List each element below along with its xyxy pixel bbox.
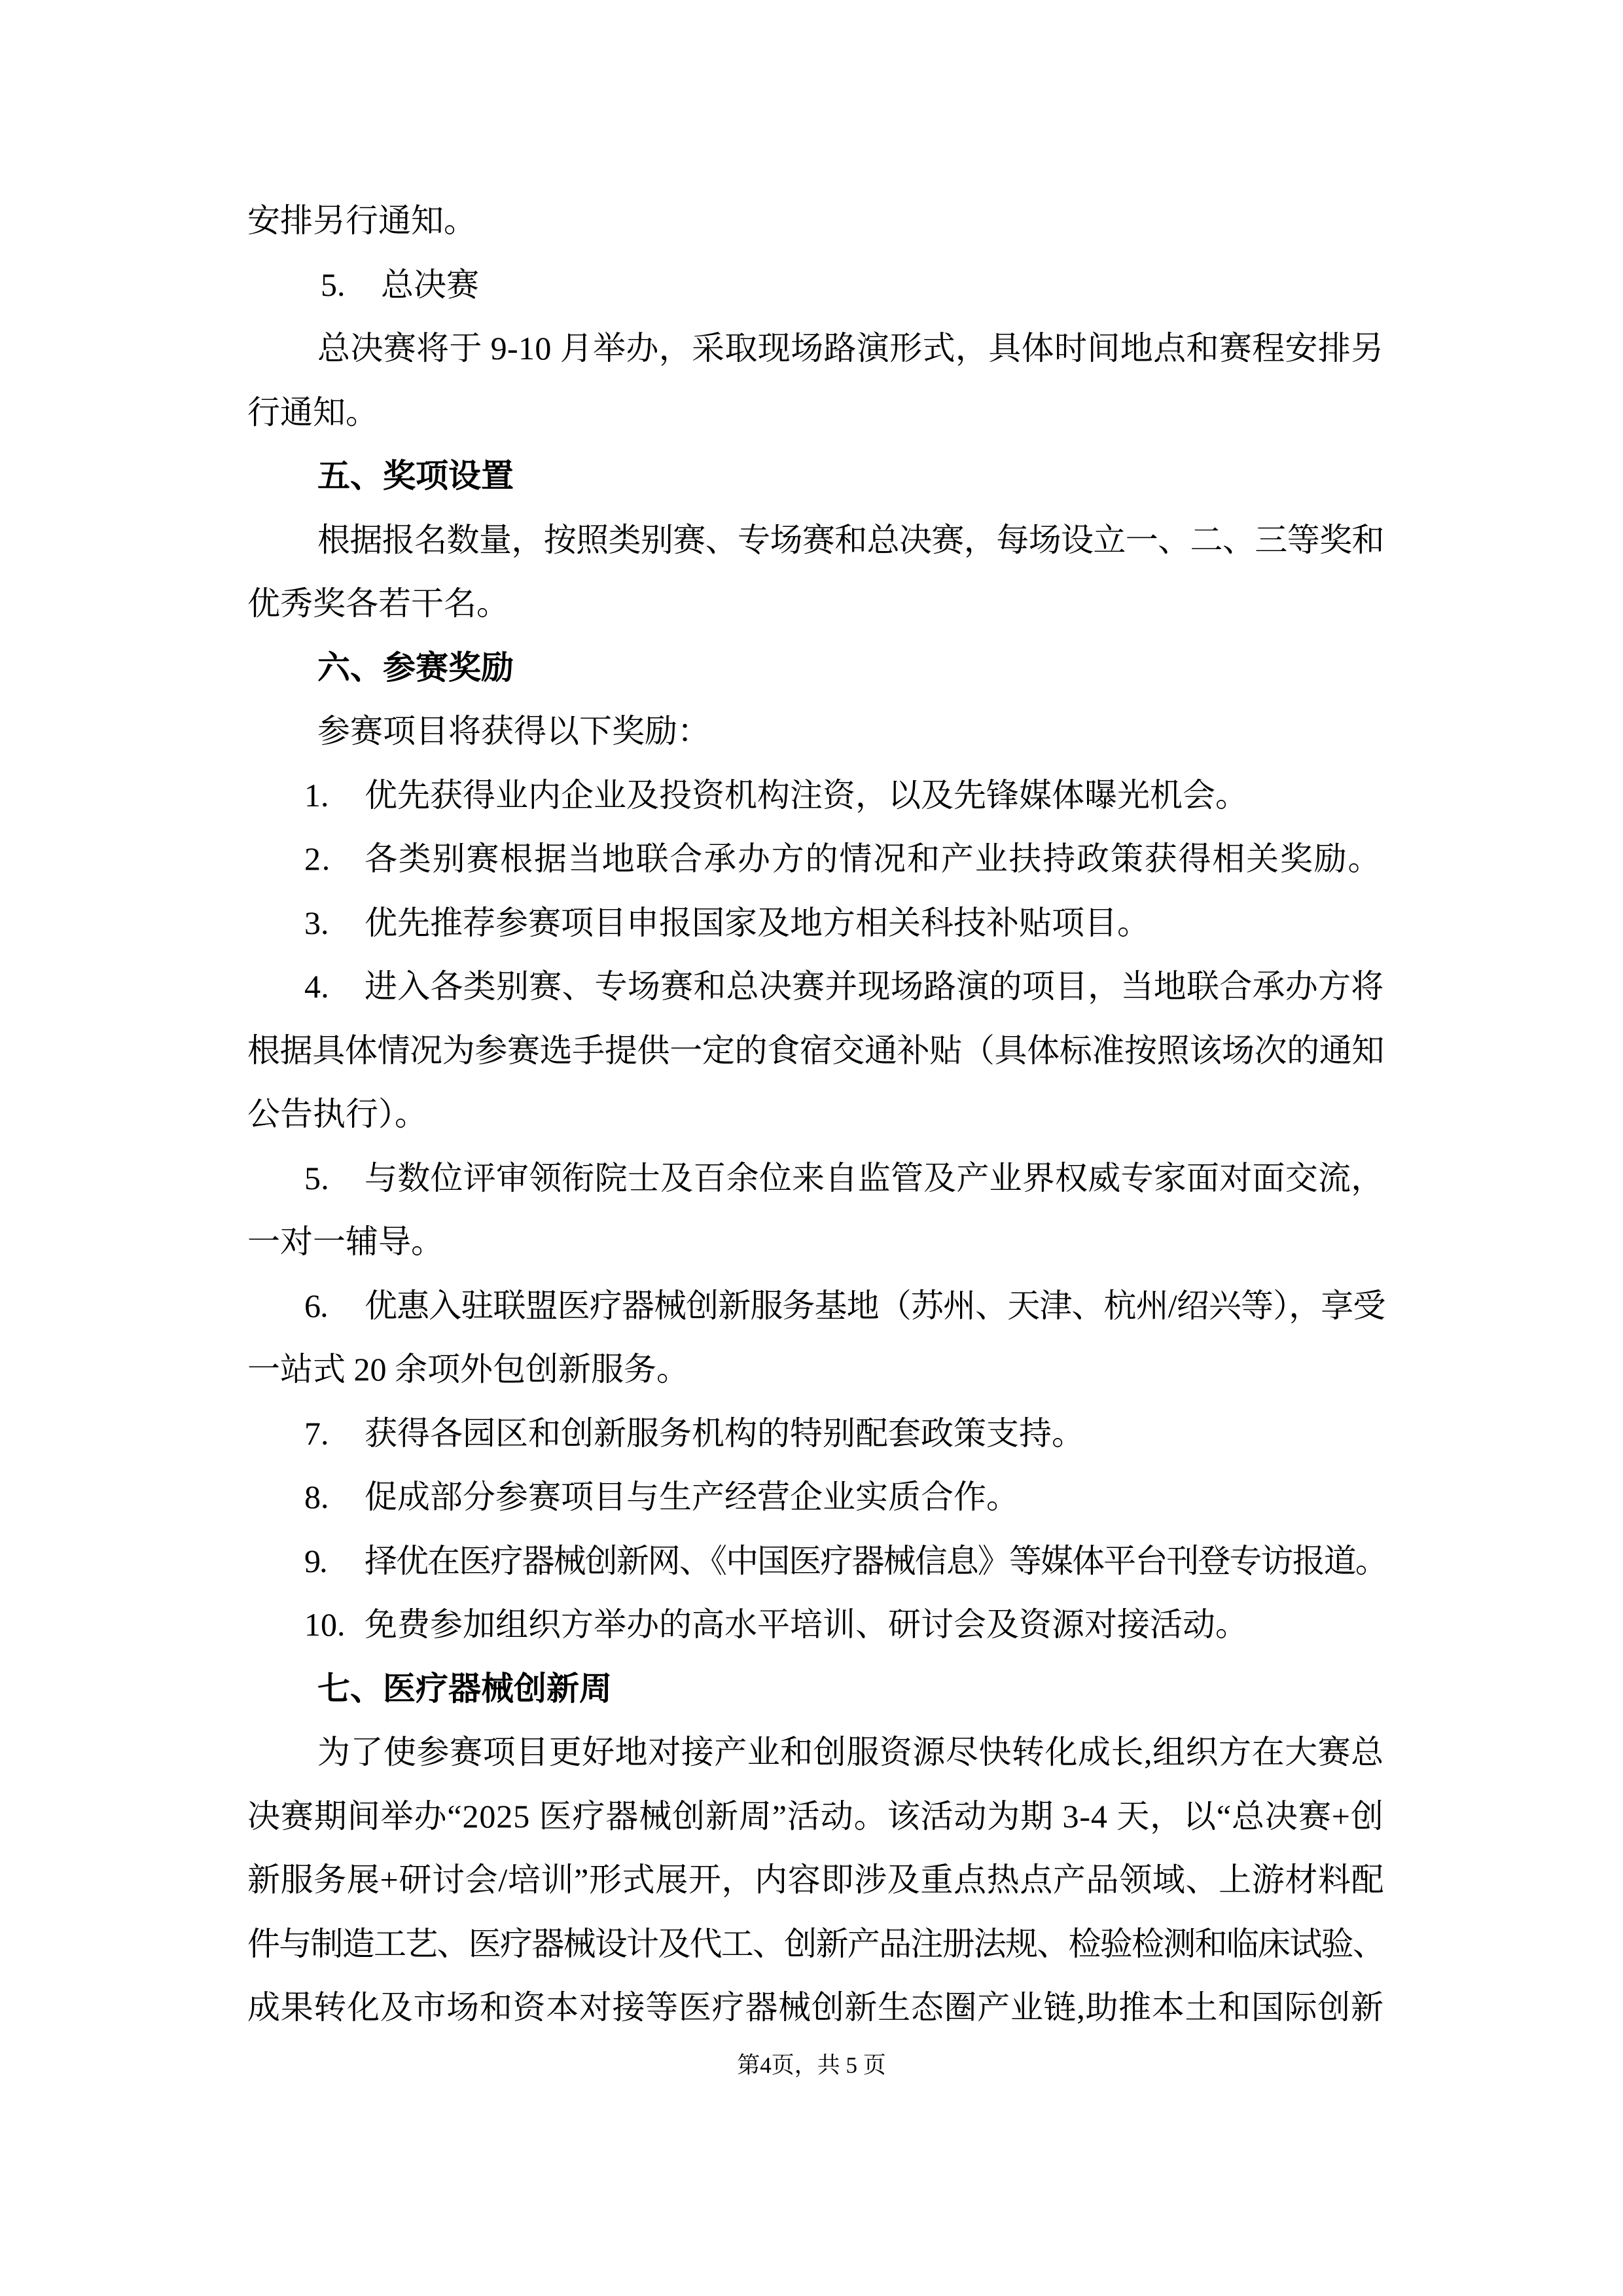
list-item-line <box>304 1401 1084 1465</box>
line-text: 优秀奖各若干名。 <box>247 585 509 622</box>
line-text: 根据具体情况为参赛选手提供一定的食宿交通补贴（具体标准按照该场次的通知 <box>247 1032 1385 1069</box>
line-text: 为了使参赛项目更好地对接产业和创服资源尽快转化成长,组织方在大赛总 <box>317 1734 1384 1770</box>
list-number: 4. <box>304 968 329 1005</box>
paragraph-line <box>247 1848 1384 1912</box>
paragraph-line <box>317 1720 1384 1784</box>
list-number: 8. <box>304 1479 329 1515</box>
paragraph-line <box>247 1912 1384 1976</box>
line-text: 六、参赛奖励 <box>317 649 514 686</box>
paragraph-line <box>317 699 710 763</box>
list-number: 2. <box>304 840 332 877</box>
section-heading <box>317 636 514 700</box>
line-text: 各类别赛根据当地联合承办方的情况和产业扶持政策获得相关奖励。 <box>365 840 1382 877</box>
line-text: 总决赛将于 9-10 月举办，采取现场路演形式，具体时间地点和赛程安排另 <box>317 330 1384 367</box>
line-text: 根据报名数量，按照类别赛、专场赛和总决赛，每场设立一、二、三等奖和 <box>317 522 1384 558</box>
list-item-line <box>304 1274 1385 1338</box>
section-heading <box>317 444 514 508</box>
list-item-line <box>304 1592 1248 1657</box>
list-item-line <box>304 1465 1019 1529</box>
line-text: 决赛期间举办“2025 医疗器械创新周”活动。该活动为期 3-4 天，以“总决赛+创 <box>247 1798 1384 1835</box>
line-text: 优先推荐参赛项目申报国家及地方相关科技补贴项目。 <box>365 905 1150 941</box>
list-item-line <box>304 891 1150 955</box>
list-item-line <box>304 1529 1387 1593</box>
list-item-line <box>304 763 1248 827</box>
line-text: 一站式 20 余项外包创新服务。 <box>247 1351 689 1388</box>
line-text: 成果转化及市场和资本对接等医疗器械创新生态圈产业链,助推本土和国际创新 <box>247 1989 1384 2026</box>
line-text: 优先获得业内企业及投资机构注资，以及先锋媒体曝光机会。 <box>365 777 1248 814</box>
line-text: 公告执行）。 <box>247 1096 427 1132</box>
line-text: 新服务展+研讨会/培训”形式展开，内容即涉及重点热点产品领域、上游材料配 <box>247 1861 1385 1898</box>
line-text: 择优在医疗器械创新网、《中国医疗器械信息》等媒体平台刊登专访报道。 <box>365 1543 1387 1579</box>
paragraph-line <box>247 1784 1384 1848</box>
line-text: 与数位评审领衔院士及百余位来自监管及产业界权威专家面对面交流， <box>365 1160 1384 1196</box>
paragraph-line <box>247 380 378 444</box>
paragraph-line <box>247 1337 689 1401</box>
line-text: 免费参加组织方举办的高水平培训、研讨会及资源对接活动。 <box>365 1606 1248 1643</box>
line-text: 优惠入驻联盟医疗器械创新服务基地（苏州、天津、杭州/绍兴等），享受 <box>365 1287 1385 1324</box>
paragraph-line <box>247 1975 1384 2039</box>
list-number: 5. <box>304 1160 329 1196</box>
list-number: 10. <box>304 1606 346 1643</box>
line-text: 一对一辅导。 <box>247 1223 444 1260</box>
paragraph-line <box>247 1082 427 1146</box>
paragraph-line <box>247 188 476 253</box>
line-text: 行通知。 <box>247 394 378 431</box>
page-footer: 第4页，共 5 页 <box>737 2053 886 2078</box>
line-text: 促成部分参赛项目与生产经营企业实质合作。 <box>365 1479 1019 1515</box>
list-number: 3. <box>304 905 329 941</box>
list-item-line <box>304 827 1382 891</box>
list-item-line <box>304 954 1383 1018</box>
line-text: 总决赛 <box>381 266 479 303</box>
line-text: 五、奖项设置 <box>317 457 514 494</box>
list-number: 5. <box>321 266 346 303</box>
list-item-line <box>304 1146 1383 1210</box>
list-number: 7. <box>304 1415 329 1452</box>
paragraph-line <box>317 508 1384 572</box>
list-item-line <box>321 253 479 317</box>
list-number: 9. <box>304 1543 327 1579</box>
list-number: 1. <box>304 777 329 814</box>
section-heading <box>317 1657 612 1721</box>
paragraph-line <box>247 1210 444 1274</box>
line-text: 获得各园区和创新服务机构的特别配套政策支持。 <box>365 1415 1084 1452</box>
paragraph-line <box>247 1018 1384 1083</box>
list-number: 6. <box>304 1287 328 1324</box>
line-text: 安排另行通知。 <box>247 202 476 239</box>
paragraph-line <box>317 316 1384 380</box>
line-text: 件与制造工艺、医疗器械设计及代工、创新产品注册法规、检验检测和临床试验、 <box>247 1926 1384 1962</box>
line-text: 进入各类别赛、专场赛和总决赛并现场路演的项目，当地联合承办方将 <box>365 968 1384 1005</box>
line-text: 参赛项目将获得以下奖励： <box>317 713 710 749</box>
paragraph-line <box>247 571 509 636</box>
line-text: 七、医疗器械创新周 <box>317 1670 612 1707</box>
